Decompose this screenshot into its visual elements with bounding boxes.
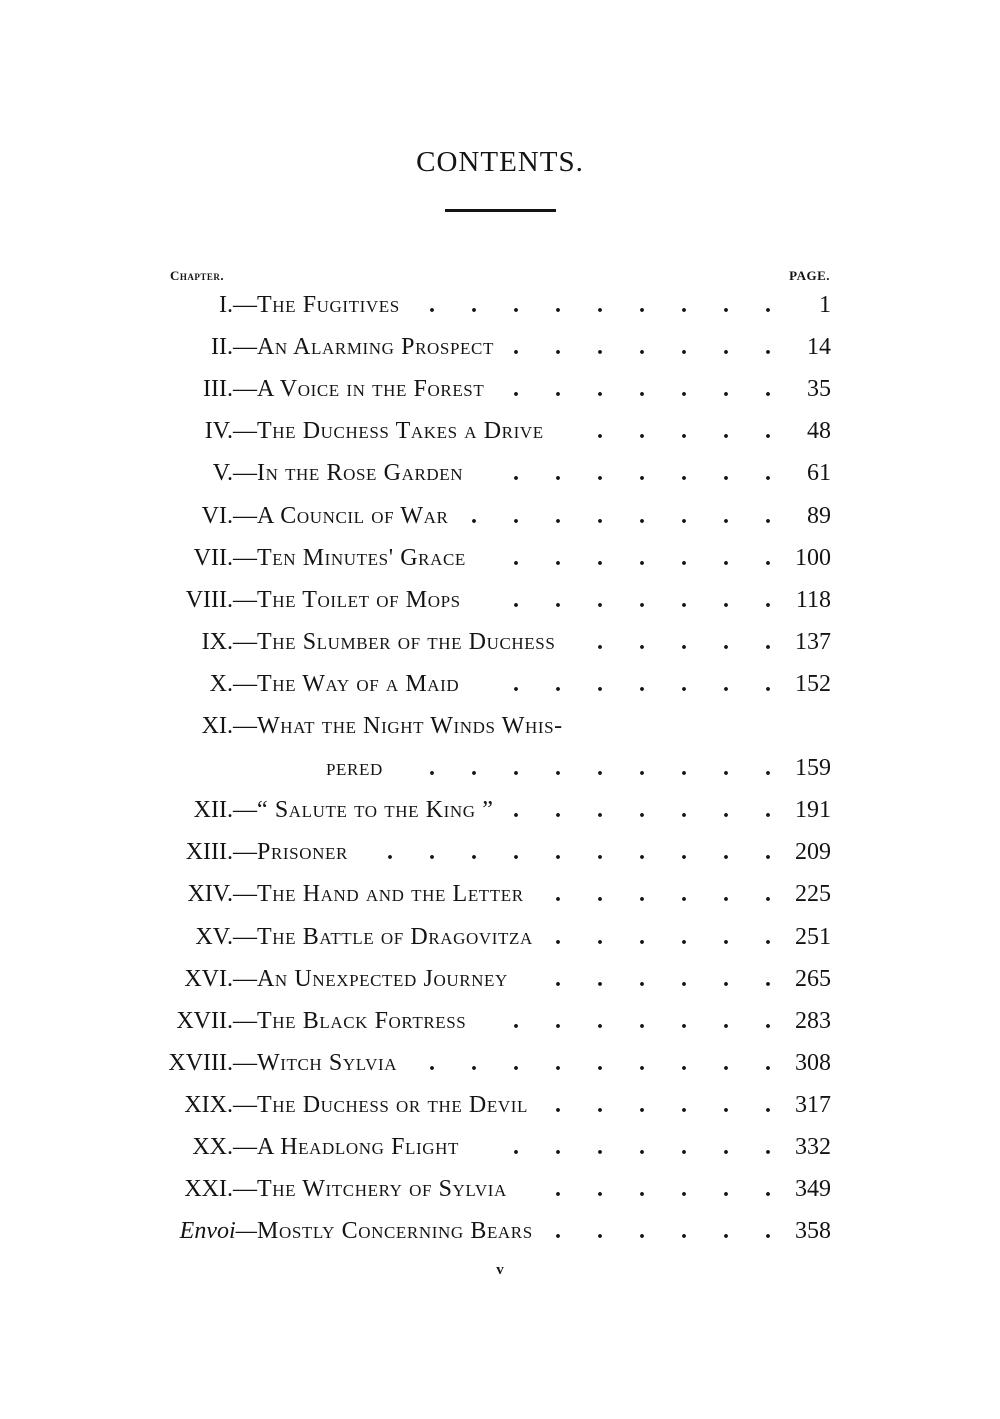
page-number: 159 <box>795 755 831 782</box>
chapter-title: Ten Minutes' Grace <box>257 544 466 571</box>
toc-entry: VI.— A Council of War . . . . . . . . 89 <box>0 498 1000 534</box>
page-number: 349 <box>795 1176 831 1203</box>
toc-entry: Envoi— Mostly Concerning Bears . . . . . . 358 <box>0 1213 1000 1249</box>
chapter-title: What the Night Winds Whis- <box>257 713 563 739</box>
chapter-title: Mostly Concerning Bears <box>257 1218 533 1245</box>
chapter-number: IX.— <box>201 628 257 655</box>
chapter-number: XIII.— <box>185 839 257 866</box>
chapter-number: VII.— <box>193 544 257 571</box>
toc-entry: III.— A Voice in the Forest . . . . . . . 35 <box>0 371 1000 407</box>
toc-entry: VIII.— The Toilet of Mops . . . . . . . 118 <box>0 582 1000 618</box>
title-rule <box>445 209 556 212</box>
chapter-number: I.— <box>219 292 257 318</box>
page-number: 265 <box>795 965 831 992</box>
chapter-number: XI.— <box>201 713 257 739</box>
toc-entry: XIX.— The Duchess or the Devil . . . . . . 317 <box>0 1087 1000 1123</box>
toc-entry: XII.— “ Salute to the King ” . . . . . . . 191 <box>0 792 1000 828</box>
toc-entry: XVIII.— Witch Sylvia . . . . . . . . . 308 <box>0 1045 1000 1081</box>
page-number: 35 <box>807 376 831 403</box>
chapter-column-header: Chapter. <box>170 268 225 283</box>
chapter-title: The Fugitives <box>257 292 400 318</box>
chapter-number: III.— <box>203 376 257 403</box>
chapter-number: XXI.— <box>184 1176 257 1203</box>
chapter-title: The Way of a Maid <box>257 670 460 697</box>
toc-entry: V.— In the Rose Garden . . . . . . . 61 <box>0 455 1000 491</box>
page-number: 308 <box>795 1049 831 1076</box>
page-number: 61 <box>807 460 831 487</box>
page-number: 1 <box>819 292 831 318</box>
chapter-title: “ Salute to the King ” <box>257 797 494 824</box>
page-number: 100 <box>795 544 831 571</box>
toc-entry: XX.— A Headlong Flight . . . . . . . 332 <box>0 1129 1000 1165</box>
chapter-number: XVII.— <box>176 1007 257 1034</box>
chapter-number: XVI.— <box>184 965 257 992</box>
page-number: 14 <box>807 334 831 361</box>
page-folio: v <box>496 1262 504 1278</box>
chapter-title: The Toilet of Mops <box>257 586 461 613</box>
toc-entry: XVII.— The Black Fortress . . . . . . . 283 <box>0 1003 1000 1039</box>
toc-entry: IX.— The Slumber of the Duchess . . . . . 137 <box>0 624 1000 660</box>
toc-entry: I.— The Fugitives . . . . . . . . . 1 <box>0 287 1000 323</box>
page-number: 152 <box>795 670 831 697</box>
chapter-number: XVIII.— <box>168 1049 257 1076</box>
chapter-number: IV.— <box>204 418 257 445</box>
toc-entry: XV.— The Battle of Dragovitza . . . . . . 251 <box>0 919 1000 955</box>
chapter-number: XII.— <box>193 797 257 824</box>
page-number: 317 <box>795 1091 831 1118</box>
chapter-number: X.— <box>209 670 257 697</box>
chapter-number: XV.— <box>195 923 257 950</box>
toc-entry: II.— An Alarming Prospect . . . . . . . 14 <box>0 329 1000 365</box>
toc-entry: VII.— Ten Minutes' Grace . . . . . . . 100 <box>0 540 1000 576</box>
page-number: 48 <box>807 418 831 445</box>
toc-entry <box>0 708 1000 744</box>
chapter-number: V.— <box>212 460 257 487</box>
page-title: CONTENTS. <box>416 146 584 178</box>
chapter-number: XIX.— <box>184 1091 257 1118</box>
chapter-title: The Duchess or the Devil <box>257 1091 528 1118</box>
chapter-title: An Unexpected Journey <box>257 965 508 992</box>
chapter-title: A Council of War <box>257 502 449 529</box>
chapter-title: The Hand and the Letter <box>257 881 524 908</box>
page-number: 137 <box>795 628 831 655</box>
chapter-title: The Battle of Dragovitza <box>257 923 533 950</box>
chapter-title: The Duchess Takes a Drive <box>257 418 544 445</box>
page-number: 209 <box>795 839 831 866</box>
page-number: 225 <box>795 881 831 908</box>
chapter-title: A Voice in the Forest <box>257 376 485 403</box>
page-number: 118 <box>795 586 831 613</box>
chapter-title: Witch Sylvia <box>257 1049 398 1076</box>
chapter-title: The Slumber of the Duchess <box>257 628 556 655</box>
toc-entry: XXI.— The Witchery of Sylvia . . . . . . 349 <box>0 1171 1000 1207</box>
chapter-title: An Alarming Prospect <box>257 334 494 361</box>
chapter-title: The Black Fortress <box>257 1007 467 1034</box>
toc-entry: XIII.— Prisoner . . . . . . . . . . 209 <box>0 834 1000 870</box>
toc-entry: XVI.— An Unexpected Journey . . . . . . 265 <box>0 961 1000 997</box>
chapter-title: A Headlong Flight <box>257 1134 460 1160</box>
chapter-number: Envoi— <box>179 1218 257 1245</box>
chapter-number: XIV.— <box>187 881 257 908</box>
chapter-title: Prisoner <box>257 839 348 866</box>
chapter-number: II.— <box>211 334 257 361</box>
toc-entry: pered . . . . . . . . . 159 <box>0 750 1000 786</box>
chapter-number: VI.— <box>201 502 257 529</box>
page-number: 191 <box>795 797 831 824</box>
page-number: 283 <box>795 1007 831 1034</box>
toc-entry: IV.— The Duchess Takes a Drive . . . . . 48 <box>0 413 1000 449</box>
toc-entry: X.— The Way of a Maid . . . . . . . 152 <box>0 666 1000 702</box>
page-number: 89 <box>807 502 831 529</box>
chapter-title: pered <box>326 755 383 782</box>
chapter-title: In the Rose Garden <box>257 460 464 487</box>
page-number: 358 <box>795 1218 831 1245</box>
chapter-title: The Witchery of Sylvia <box>257 1176 507 1203</box>
chapter-number: VIII.— <box>185 586 257 613</box>
page-column-header: PAGE. <box>789 268 830 283</box>
toc-entry: XIV.— The Hand and the Letter . . . . . . 225 <box>0 876 1000 912</box>
chapter-number: XX.— <box>192 1134 257 1160</box>
page-number: 332 <box>795 1134 831 1160</box>
page-number: 251 <box>795 923 831 950</box>
